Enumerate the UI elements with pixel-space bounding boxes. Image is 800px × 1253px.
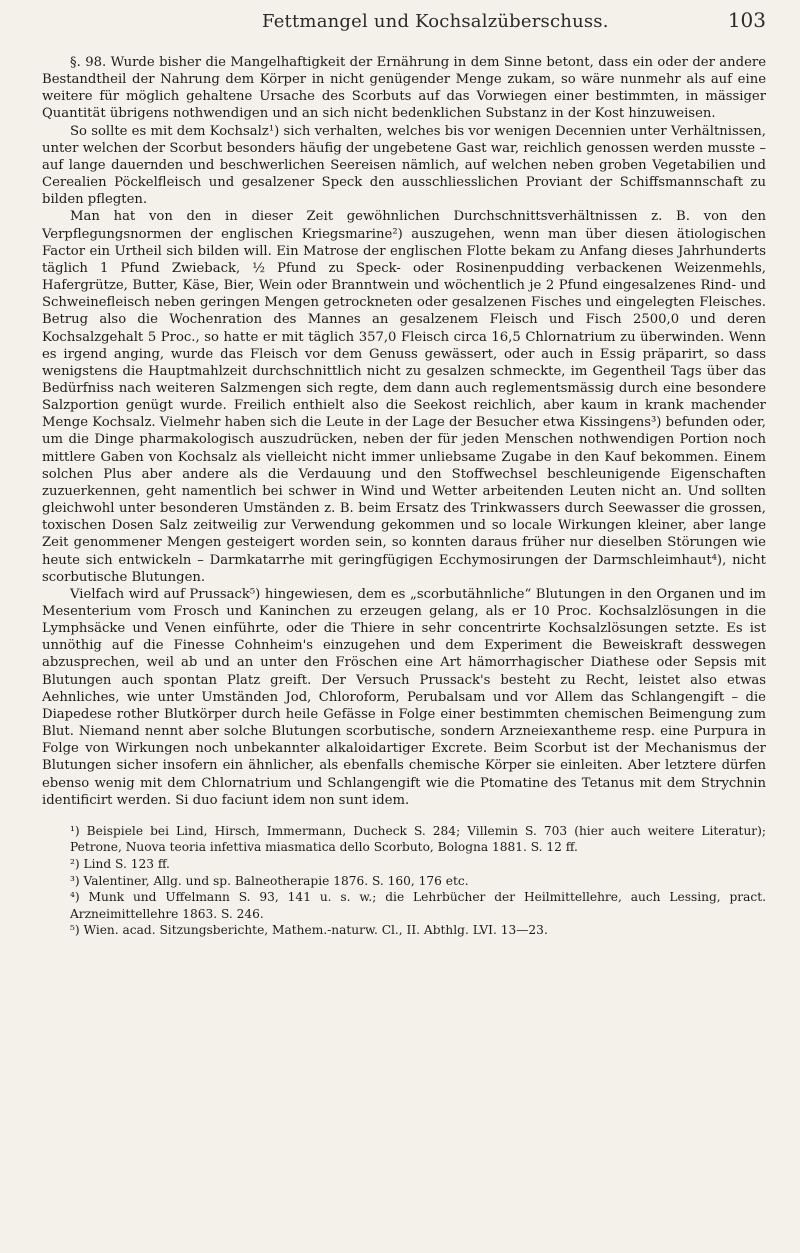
footnote: ²) Lind S. 123 ff.: [70, 857, 170, 872]
main-text: [42, 54, 766, 809]
footnote: ⁵) Wien. acad. Sitzungsberichte, Mathem.-naturw. Cl., II. Abthlg. LVI. 13—23.: [70, 923, 548, 938]
footnote: ¹) Beispiele bei Lind, Hirsch, Immermann, Ducheck S. 284; Villemin S. 703 (hier auch weitere Literatur); Petrone, Nuova teoria infettiva miasmatica dello Scorbuto, Bologna 1881. S. 12 ff.: [70, 823, 766, 855]
paragraph: Man hat von den in dieser Zeit gewöhnlichen Durchschnittsverhältnissen z. B. von den Verpflegungsnormen der englischen Kriegsmarine²) auszugehen, wenn man über diesen ätiologischen Factor ein Urtheil sich bilden will. Ein Matrose der englischen Flotte bekam zu Anfang dieses Jahrhunderts täglich 1 Pfund Zwieback, ½ Pfund zu Speck- oder Rosinenpudding verbackenen Weizenmehls, Hafergrütze, Butter, Käse, Bier, Wein oder Branntwein und wöchentlich je 2 Pfund eingesalzenes Rind- und Schweinefleisch neben geringen Mengen getrockneten oder gesalzenen Fisches und eingelegten Fleisches. Betrug also die Wochenration des Mannes an gesalzenem Fleisch und Fisch 2500,0 und deren Kochsalzgehalt 5 Proc., so hatte er mit täglich 357,0 Fleisch circa 16,5 Chlornatrium zu überwinden. Wenn es irgend anging, wurde das Fleisch vor dem Genuss gewässert, oder auch in Essig präparirt, so dass wenigstens die Hauptmahlzeit durchschnittlich nicht zu gesalzen schmeckte, im Gegentheil Tags über das Bedürfniss nach weiteren Salzmengen sich regte, dem dann auch reglementsmässig durch eine besondere Salzportion genügt wurde. Freilich enthielt also die Seekost reichlich, aber kaum in krank machender Menge Kochsalz. Vielmehr haben sich die Leute in der Lage der Besucher etwa Kissingens³) befunden oder, um die Dinge pharmakologisch auszudrücken, neben der für jeden Menschen nothwendigen Portion noch mittlere Gaben von Kochsalz als vielleicht nicht immer unliebsame Zugabe in den Kauf bekommen. Einem solchen Plus aber andere als die Verdauung und den Stoffwechsel beschleunigende Eigenschaften zuzuerkennen, geht namentlich bei schwer in Wind und Wetter arbeitenden Leuten nicht an. Und sollten gleichwohl unter besonderen Umständen z. B. beim Ersatz des Trinkwassers durch Seewasser die grossen, toxischen Dosen Salz zeitweilig zur Verwendung gekommen und so locale Wirkungen kleiner, aber lange Zeit genommener Mengen gesteigert worden sein, so konnten daraus früher nur dieselben Störungen wie heute sich entwickeln – Darmkatarrhe mit geringfügigen Ecchymosirungen der Darmschleimhaut⁴), nicht scorbutische Blutungen.: [42, 209, 766, 585]
footnotes: [42, 823, 766, 939]
running-head: Fettmangel und Kochsalzüberschuss.: [262, 11, 609, 32]
paragraph: Vielfach wird auf Prussack⁵) hingewiesen, dem es „scorbutähnliche“ Blutungen in den Organen und im Mesenterium vom Frosch und Kaninchen zu erzeugen gelang, als er 10 Proc. Kochsalzlösungen in die Lymphsäcke und Venen einführte, oder die Thiere in sehr concentrirte Kochsalzlösungen setzte. Es ist unnöthig auf die Finesse Cohnheim's einzugehen und dem Experiment die Beweiskraft desswegen abzusprechen, weil ab und an unter den Fröschen eine Art hämorrhagischer Diathese oder Sepsis mit Blutungen auch spontan Platz greift. Der Versuch Prussack's besteht zu Recht, leistet also etwas Aehnliches, wie unter Umständen Jod, Chloroform, Perubalsam und vor Allem das Schlangengift – die Diapedese rother Blutkörper durch heile Gefässe in Folge einer bestimmten chemischen Beimengung zum Blut. Niemand nennt aber solche Blutungen scorbutische, sondern Arzneiexantheme resp. eine Purpura in Folge von Wirkungen noch unbekannter alkaloidartiger Excrete. Beim Scorbut ist der Mechanismus der Blutungen sicher insofern ein ähnlicher, als ebenfalls chemische Körper sie einleiten. Aber letztere dürfen ebenso wenig mit dem Chlornatrium und Schlangengift wie die Ptomatine des Tetanus mit dem Strychnin identificirt werden. Si duo faciunt idem non sunt idem.: [42, 586, 766, 808]
footnote: ⁴) Munk und Uffelmann S. 93, 141 u. s. w.; die Lehrbücher der Heilmittellehre, auch Lessing, pract. Arzneimittellehre 1863. S. 246.: [70, 890, 766, 921]
paragraph: So sollte es mit dem Kochsalz¹) sich verhalten, welches bis vor wenigen Decennien unter Verhältnissen, unter welchen der Scorbut besonders häufig der ungebetene Gast war, reichlich genossen werden musste – auf lange dauernden und beschwerlichen Seereisen nämlich, auf welchen neben groben Vegetabilien und Cerealien Pöckelfleisch und gesalzener Speck den ausschliesslichen Proviant der Schiffsmannschaft zu bilden pflegten.: [42, 123, 766, 208]
footnote: ³) Valentiner, Allg. und sp. Balneotherapie 1876. S. 160, 176 etc.: [70, 873, 469, 888]
paragraph: §. 98. Wurde bisher die Mangelhaftigkeit der Ernährung in dem Sinne betont, dass ein oder der andere Bestandtheil der Nahrung dem Körper in nicht genügender Menge zukam, so wäre nunmehr als auf eine weitere für möglich gehaltene Ursache des Scorbuts auf das Vorwiegen einer bestimmten, in mässiger Quantität übrigens nothwendigen und an sich nicht bedenklichen Substanz in der Kost hinzuweisen.: [42, 55, 766, 122]
page-header: [42, 8, 766, 48]
page-number: 103: [727, 8, 766, 32]
